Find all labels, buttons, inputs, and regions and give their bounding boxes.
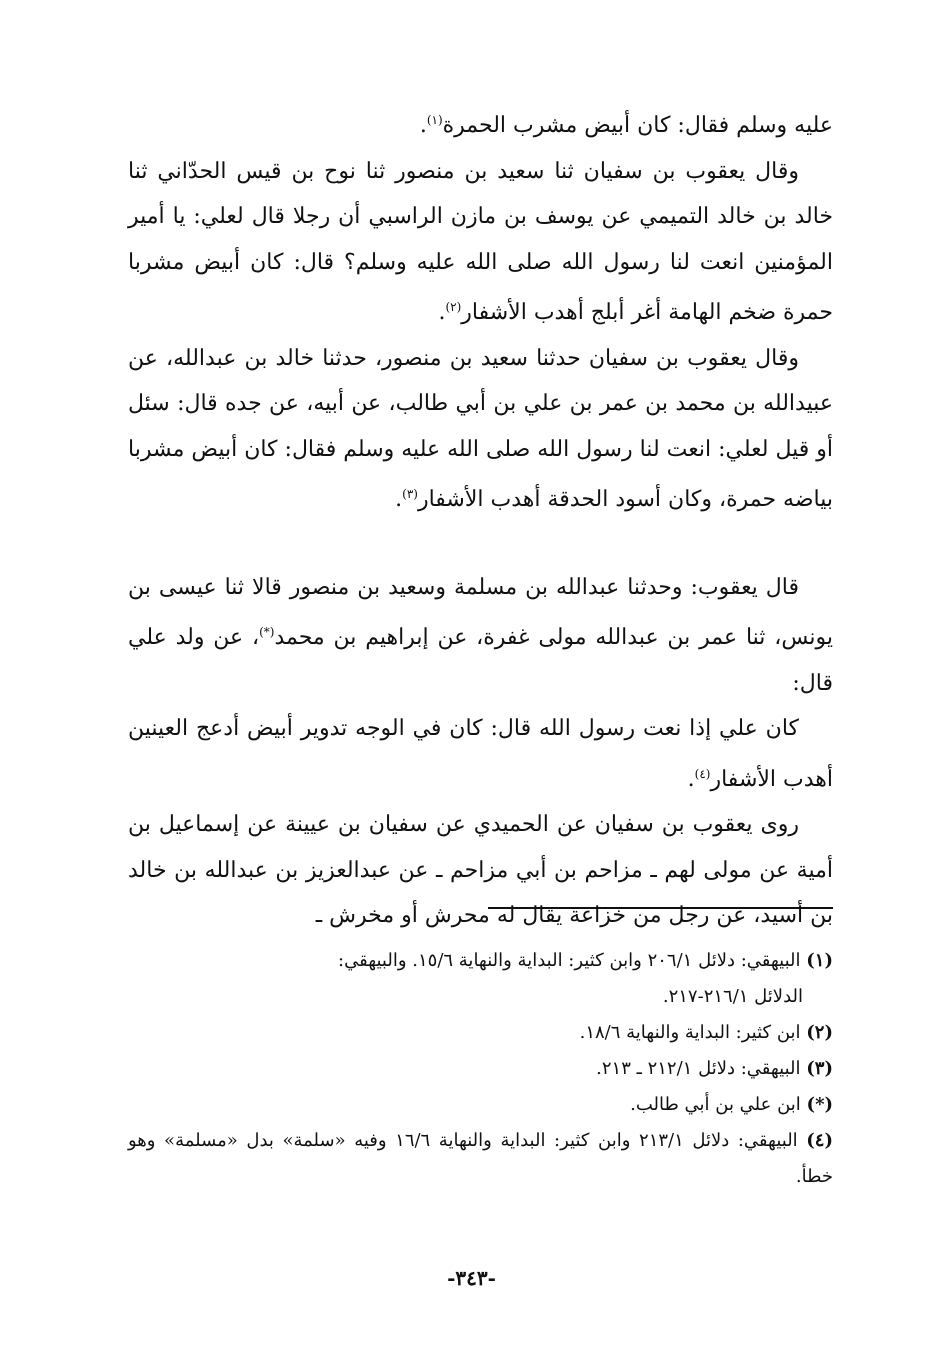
page-number: -٣٤٣- [447, 1266, 496, 1290]
footnote-divider [488, 907, 833, 909]
paragraph-1: عليه وسلم فقال: كان أبيض مشرب الحمرة$^{(١)}$. [419, 113, 833, 138]
section-gap [128, 523, 833, 565]
paragraph-2: وقال يعقوب بن سفيان ثنا سعيد بن منصور ثنا نوح بن قيس الحدّاني ثنا خالد بن خالد التميمي عن يوسف بن مازن الراسبي أن رجلا قال لعلي: يا أمير المؤمنين انعت لنا رسول الله صلى الله عليه وسلم؟ قال: كان أبيض مشربا حمرة ضخم الهامة أغر أبلج أهدب الأشفار$^{(٢)}$. [128, 158, 833, 325]
footnote-3: (٣) البيهقي: دلائل ٢١٢/١ ـ ٢١٣. [596, 1058, 833, 1079]
footnote-2: (٢) ابن كثير: البداية والنهاية ١٨/٦. [579, 1022, 833, 1043]
footnote-ref-3[interactable]: (٣) [402, 487, 418, 501]
main-text [128, 98, 833, 939]
paragraph-6: روى يعقوب بن سفيان عن الحميدي عن سفيان بن عيينة عن إسماعيل بن أمية عن مولى لهم ـ مزاحم بن أبي مزاحم ـ عن عبدالعزيز بن عبدالله بن خالد بن أسيد، عن رجل من خزاعة يقال له محرش أو مخرش ـ [128, 812, 833, 928]
footnote-ref-1[interactable]: (١) [426, 113, 443, 127]
footnotes [128, 943, 833, 1195]
footnote-ref-star[interactable]: (*) [259, 625, 275, 639]
footnote-star: (*) ابن علي بن أبي طالب. [630, 1094, 833, 1115]
paragraph-5: كان علي إذا نعت رسول الله قال: كان في الوجه تدوير أبيض أدعج العينين أهدب الأشفار$^{(٤)}$. [128, 716, 833, 792]
footnote-1: (١) البيهقي: دلائل ٢٠٦/١ وابن كثير: البداية والنهاية ١٥/٦. والبيهقي: الدلائل ٢١٦/١-٢١٧. [338, 950, 833, 1007]
paragraph-3: وقال يعقوب بن سفيان حدثنا سعيد بن منصور، حدثنا خالد بن عبدالله، عن عبيدالله بن محمد بن عمر بن علي بن أبي طالب، عن أبيه، عن جده قال: سئل أو قيل لعلي: انعت لنا رسول الله صلى الله عليه وسلم فقال: كان أبيض مشربا بياضه حمرة، وكان أسود الحدقة أهدب الأشفار$^{(٣)}$. [128, 345, 833, 512]
footnote-ref-2[interactable]: (٢) [445, 300, 462, 314]
paragraph-4: قال يعقوب: وحدثنا عبدالله بن مسلمة وسعيد بن منصور قالا ثنا عيسى بن يونس، ثنا عمر بن عبدالله مولى غفرة، عن إبراهيم بن محمد(*)، عن ولد علي قال: [128, 574, 834, 696]
footnote-4: (٤) البيهقي: دلائل ٢١٣/١ وابن كثير: البداية والنهاية ١٦/٦ وفيه «سلمة» بدل «مسلمة» وهو خطأ. [128, 1130, 833, 1187]
footnote-ref-4[interactable]: (٤) [694, 766, 711, 781]
